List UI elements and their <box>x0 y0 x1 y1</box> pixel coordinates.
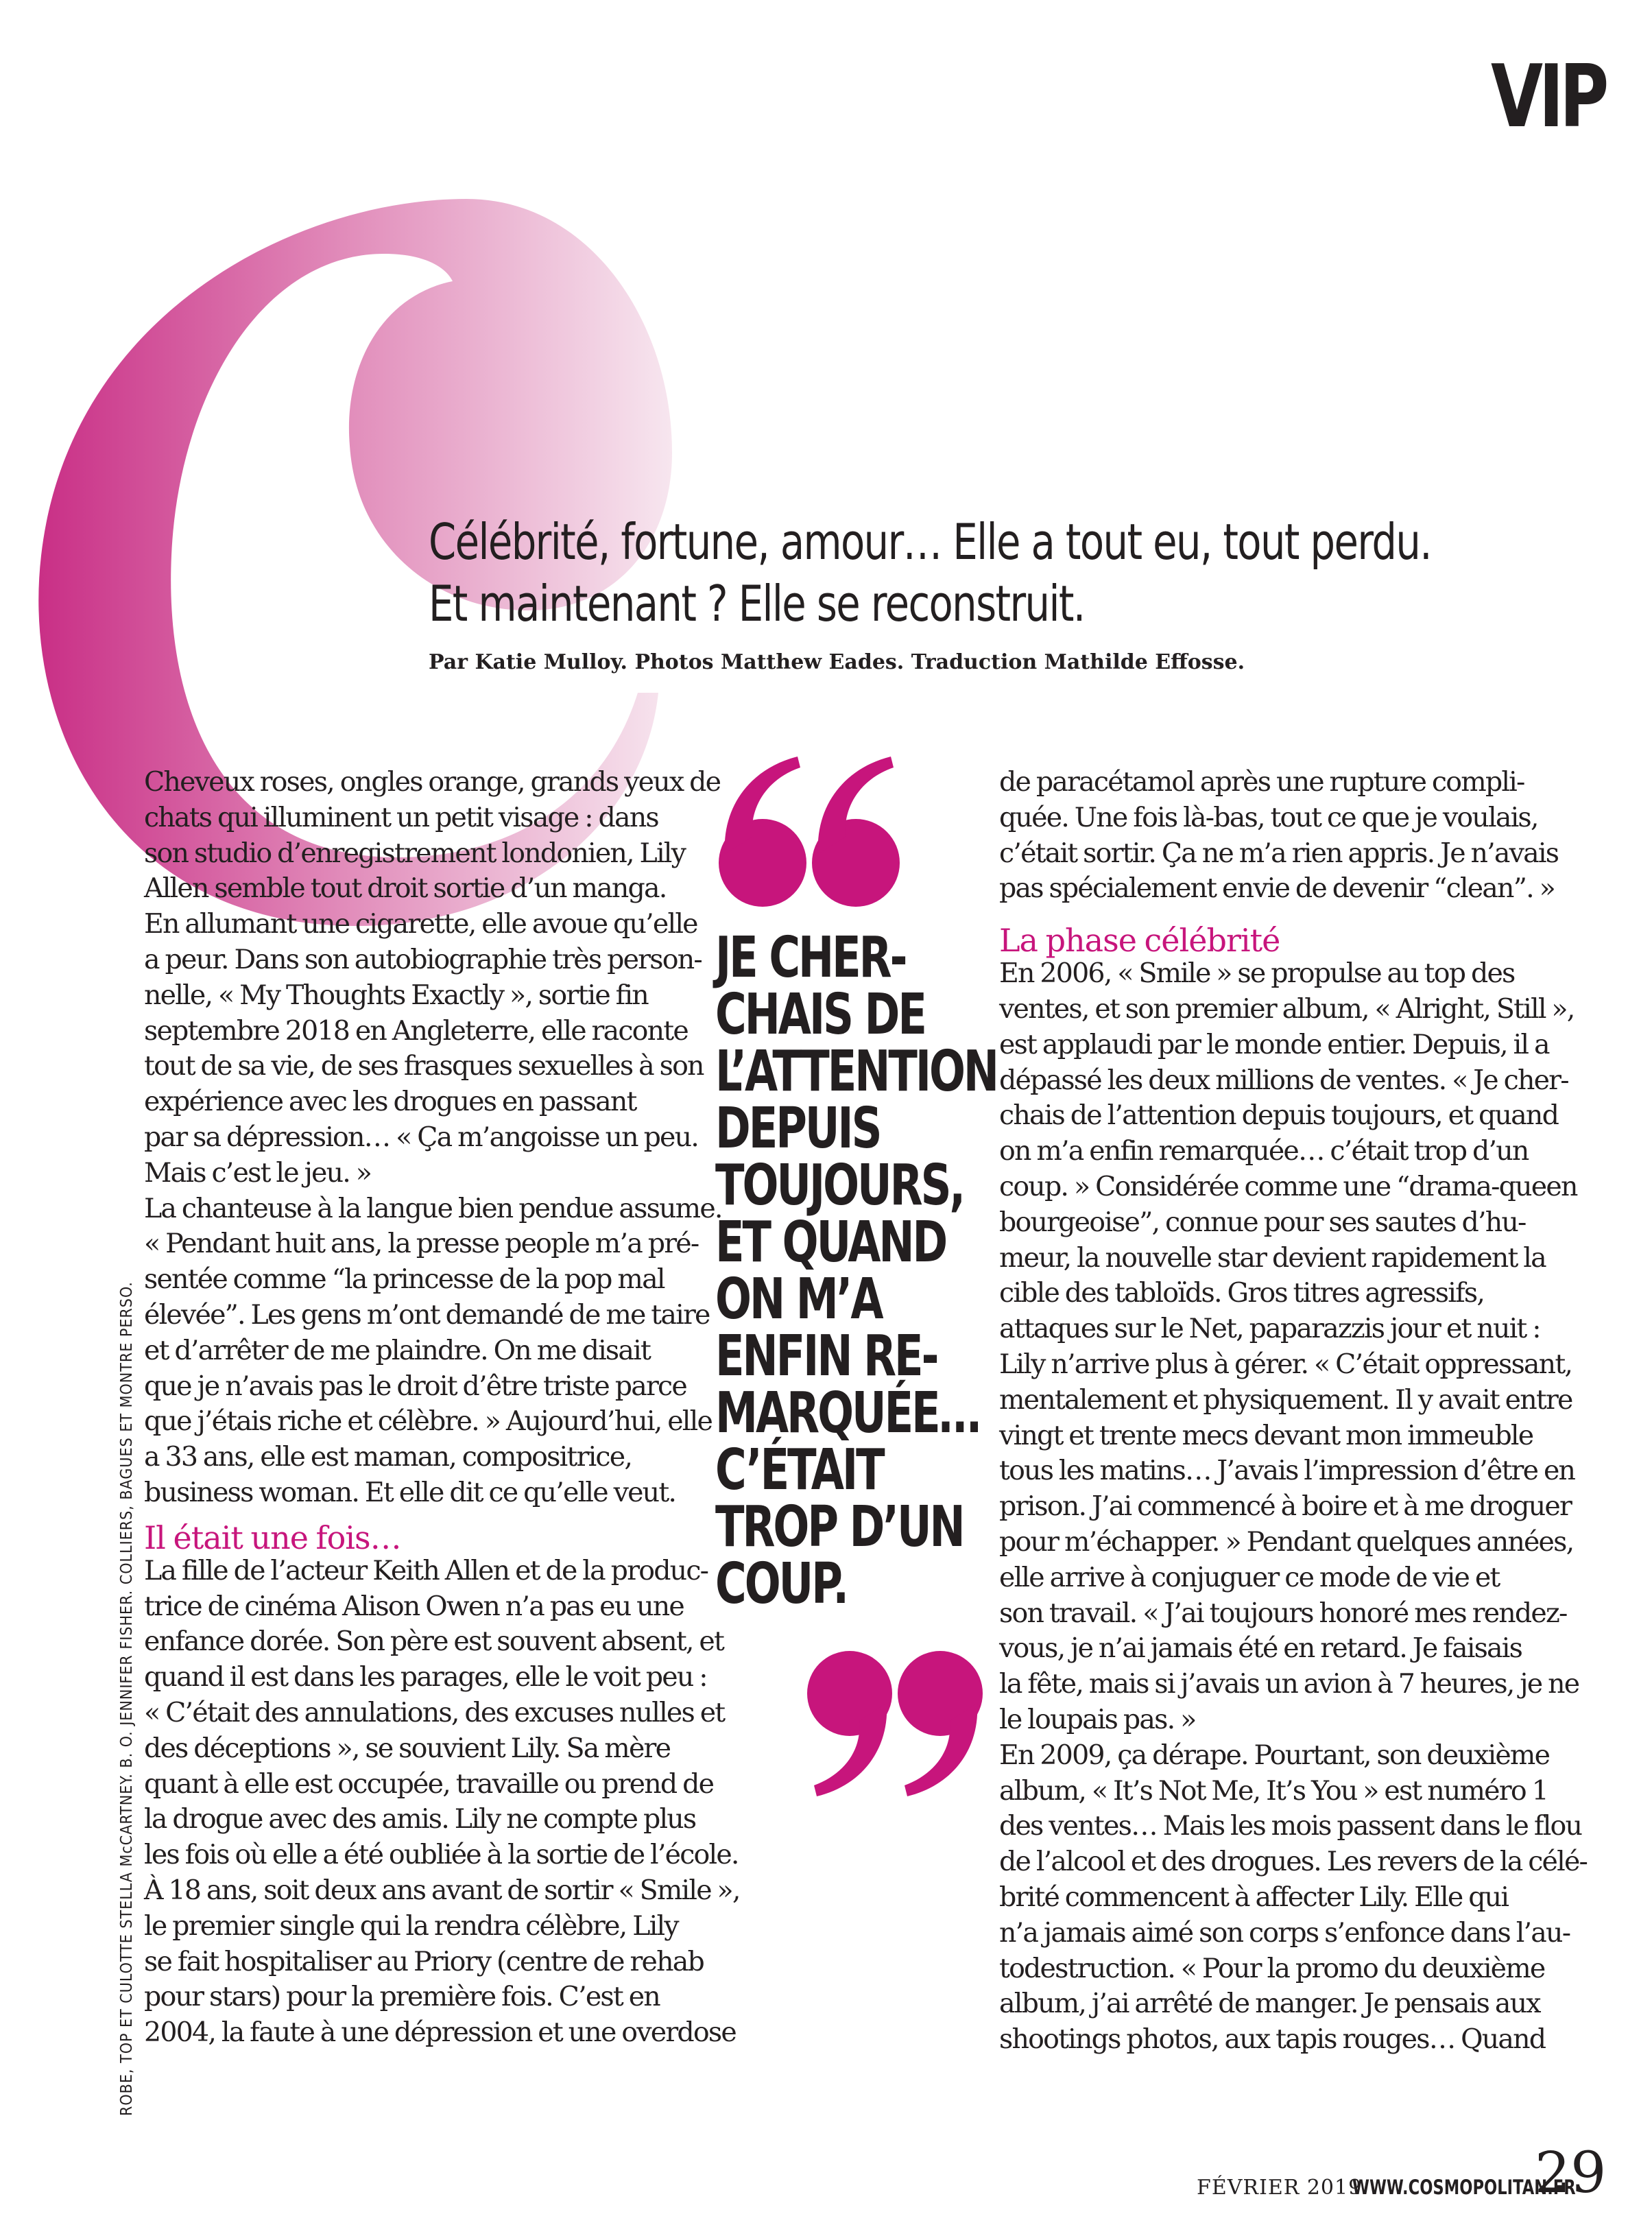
text-line: a peur. Dans son autobiographie très person- <box>144 943 702 975</box>
text-line: bourgeoise”, connue pour ses sautes d’hu- <box>999 1206 1526 1238</box>
text-line: Allen semble tout droit sortie d’un manga. <box>144 872 667 905</box>
paragraph <box>144 765 722 1511</box>
paragraph <box>144 1554 740 2051</box>
text-line: c’était sortir. Ça ne m’a rien appris. Je n’avais <box>999 837 1559 869</box>
text-line: quant à elle est occupée, travaille ou prend de <box>144 1768 714 1800</box>
text-line: prison. J’ai commencé à boire et à me droguer <box>999 1490 1572 1523</box>
text-line: son travail. « J’ai toujours honoré mes rendez- <box>999 1597 1567 1629</box>
text-line: pour stars) pour la première fois. C’est en <box>144 1981 660 2013</box>
text-line: le premier single qui la rendra célèbre, Lily <box>144 1910 678 1942</box>
text-line: MARQUÉE… <box>715 1381 979 1446</box>
text-line: vous, je n’ai jamais été en retard. Je faisais <box>999 1632 1522 1665</box>
text-line: chais de l’attention depuis toujours, et quand <box>999 1099 1559 1132</box>
text-line: le loupais pas. » <box>999 1703 1196 1735</box>
text-line: DEPUIS <box>715 1096 881 1161</box>
text-line: n’a jamais aimé son corps s’enfonce dans l’au- <box>999 1916 1570 1949</box>
text-line: ventes, et son premier album, « Alright, Still », <box>999 992 1575 1025</box>
text-line: La chanteuse à la langue bien pendue assume. <box>144 1192 722 1224</box>
text-line: des ventes… Mais les mois passent dans le flou <box>999 1810 1582 1842</box>
text-line: que j’étais riche et célèbre. » Aujourd’hui, elle <box>144 1405 713 1438</box>
subhead-il-etait-une-fois: Il était une fois… <box>144 1519 401 1556</box>
text-line: C’ÉTAIT <box>715 1438 883 1503</box>
text-line: dépassé les deux millions de ventes. « Je cher- <box>999 1064 1568 1096</box>
text-line: la fête, mais si j’avais un avion à 7 heures, je ne <box>999 1668 1579 1700</box>
standfirst <box>429 511 1431 634</box>
text-line: ENFIN RE- <box>715 1324 937 1389</box>
standfirst-line: Et maintenant ? Elle se reconstruit. <box>429 575 1085 632</box>
text-line: et d’arrêter de me plaindre. On me disait <box>144 1334 651 1366</box>
text-line: tous les matins… J’avais l’impression d’être en <box>999 1455 1575 1487</box>
text-line: Mais c’est le jeu. » <box>144 1156 372 1189</box>
text-line: que je n’avais pas le droit d’être triste parce <box>144 1370 686 1402</box>
text-line: La fille de l’acteur Keith Allen et de la produc- <box>144 1554 708 1586</box>
text-line: attaques sur le Net, paparazzis jour et nuit : <box>999 1313 1540 1345</box>
text-line: a 33 ans, elle est maman, compositrice, <box>144 1441 632 1473</box>
open-quote-icon <box>717 751 902 909</box>
text-line: de paracétamol après une rupture compli- <box>999 766 1524 798</box>
text-line: ET QUAND <box>715 1210 946 1275</box>
left-column <box>144 765 740 2051</box>
subhead-phase-celebrite: La phase célébrité <box>999 922 1280 960</box>
text-line: shootings photos, aux tapis rouges… Quand <box>999 2023 1546 2056</box>
text-line: business woman. Et elle dit ce qu’elle veut. <box>144 1476 676 1508</box>
text-line: L’ATTENTION <box>715 1039 998 1104</box>
text-line: ON M’A <box>715 1267 882 1332</box>
text-line: « Pendant huit ans, la presse people m’a pré- <box>144 1228 699 1260</box>
text-line: TOUJOURS, <box>715 1153 964 1218</box>
text-line: on m’a enfin remarquée… c’était trop d’un <box>999 1135 1529 1167</box>
pull-quote <box>715 925 998 1617</box>
text-line: pas spécialement envie de devenir “clean”. » <box>999 872 1555 905</box>
text-line: nelle, « My Thoughts Exactly », sortie fin <box>144 979 648 1011</box>
close-quote-icon <box>806 1650 984 1800</box>
paragraph <box>999 765 1559 907</box>
text-line: JE CHER- <box>715 925 906 990</box>
text-line: par sa dépression… « Ça m’angoisse un peu. <box>144 1121 699 1153</box>
text-line: cible des tabloïds. Gros titres agressifs, <box>999 1277 1485 1309</box>
text-line: pour m’échapper. » Pendant quelques années, <box>999 1525 1574 1558</box>
text-line: tout de sa vie, de ses frasques sexuelles à son <box>144 1050 704 1082</box>
text-line: COUP. <box>715 1551 848 1617</box>
text-line: trice de cinéma Alison Owen n’a pas eu une <box>144 1590 684 1622</box>
website-link[interactable]: WWW.COSMOPOLITAN.FR <box>1352 2176 1576 2199</box>
text-line: Cheveux roses, ongles orange, grands yeux de <box>144 766 721 798</box>
text-line: En 2009, ça dérape. Pourtant, son deuxième <box>999 1739 1550 1771</box>
text-line: se fait hospitaliser au Priory (centre de rehab <box>144 1945 704 1977</box>
right-column <box>999 765 1588 2058</box>
text-line: enfance dorée. Son père est souvent absent, et <box>144 1626 724 1658</box>
text-line: chats qui illuminent un petit visage : dans <box>144 801 658 833</box>
text-line: sentée comme “la princesse de la pop mal <box>144 1263 665 1296</box>
photo-credit: ROBE, TOP ET CULOTTE STELLA McCARTNEY. B. O. JENNIFER FISHER. COLLIERS, BAGUES ET MONTRE PERSO. <box>118 1281 136 2116</box>
text-line: les fois où elle a été oubliée à la sortie de l’école. <box>144 1839 739 1871</box>
text-line: élevée”. Les gens m’ont demandé de me taire <box>144 1298 710 1331</box>
text-line: album, « It’s Not Me, It’s You » est numéro 1 <box>999 1774 1548 1807</box>
text-line: TROP D’UN <box>715 1495 963 1560</box>
text-line: de l’alcool et des drogues. Les revers de la célé- <box>999 1846 1588 1878</box>
text-line: mentalement et physiquement. Il y avait entre <box>999 1383 1572 1416</box>
text-line: Lily n’arrive plus à gérer. « C’était oppressant, <box>999 1348 1572 1380</box>
text-line: album, j’ai arrêté de manger. Je pensais aux <box>999 1988 1540 2020</box>
text-line: expérience avec les drogues en passant <box>144 1086 636 1118</box>
issue-date: FÉVRIER 2019 <box>1197 2176 1363 2200</box>
text-line: quée. Une fois là-bas, tout ce que je voulais, <box>999 801 1538 833</box>
text-line: quand il est dans les parages, elle le voit peu : <box>144 1661 707 1693</box>
text-line: son studio d’enregistrement londonien, Lily <box>144 837 686 869</box>
text-line: la drogue avec des amis. Lily ne compte plus <box>144 1803 696 1835</box>
text-line: « C’était des annulations, des excuses nulles et <box>144 1696 725 1728</box>
text-line: des déceptions », se souvient Lily. Sa mère <box>144 1732 671 1764</box>
text-line: brité commencent à affecter Lily. Elle qui <box>999 1881 1509 1913</box>
text-line: vingt et trente mecs devant mon immeuble <box>999 1419 1533 1451</box>
page-number: 29 <box>1535 2141 1607 2206</box>
text-line: meur, la nouvelle star devient rapidement la <box>999 1241 1546 1274</box>
text-line: En allumant une cigarette, elle avoue qu’elle <box>144 908 697 940</box>
text-line: 2004, la faute à une dépression et une overdose <box>144 2017 736 2049</box>
text-line: elle arrive à conjuguer ce mode de vie et <box>999 1561 1500 1593</box>
text-line: coup. » Considérée comme une “drama-queen <box>999 1170 1577 1202</box>
text-line: À 18 ans, soit deux ans avant de sortir « Smile », <box>144 1874 740 1906</box>
byline-credits: Par Katie Mulloy. Photos Matthew Eades. Traduction Mathilde Effosse. <box>429 650 1245 674</box>
paragraph <box>999 956 1588 2058</box>
text-line: est applaudi par le monde entier. Depuis, il a <box>999 1028 1549 1060</box>
section-tag: VIP <box>1491 46 1605 147</box>
text-line: septembre 2018 en Angleterre, elle raconte <box>144 1014 688 1047</box>
text-line: En 2006, « Smile » se propulse au top des <box>999 958 1515 990</box>
standfirst-line: Célébrité, fortune, amour… Elle a tout eu, tout perdu. <box>429 513 1431 571</box>
text-line: CHAIS DE <box>715 982 925 1047</box>
text-line: todestruction. « Pour la promo du deuxième <box>999 1952 1545 1984</box>
